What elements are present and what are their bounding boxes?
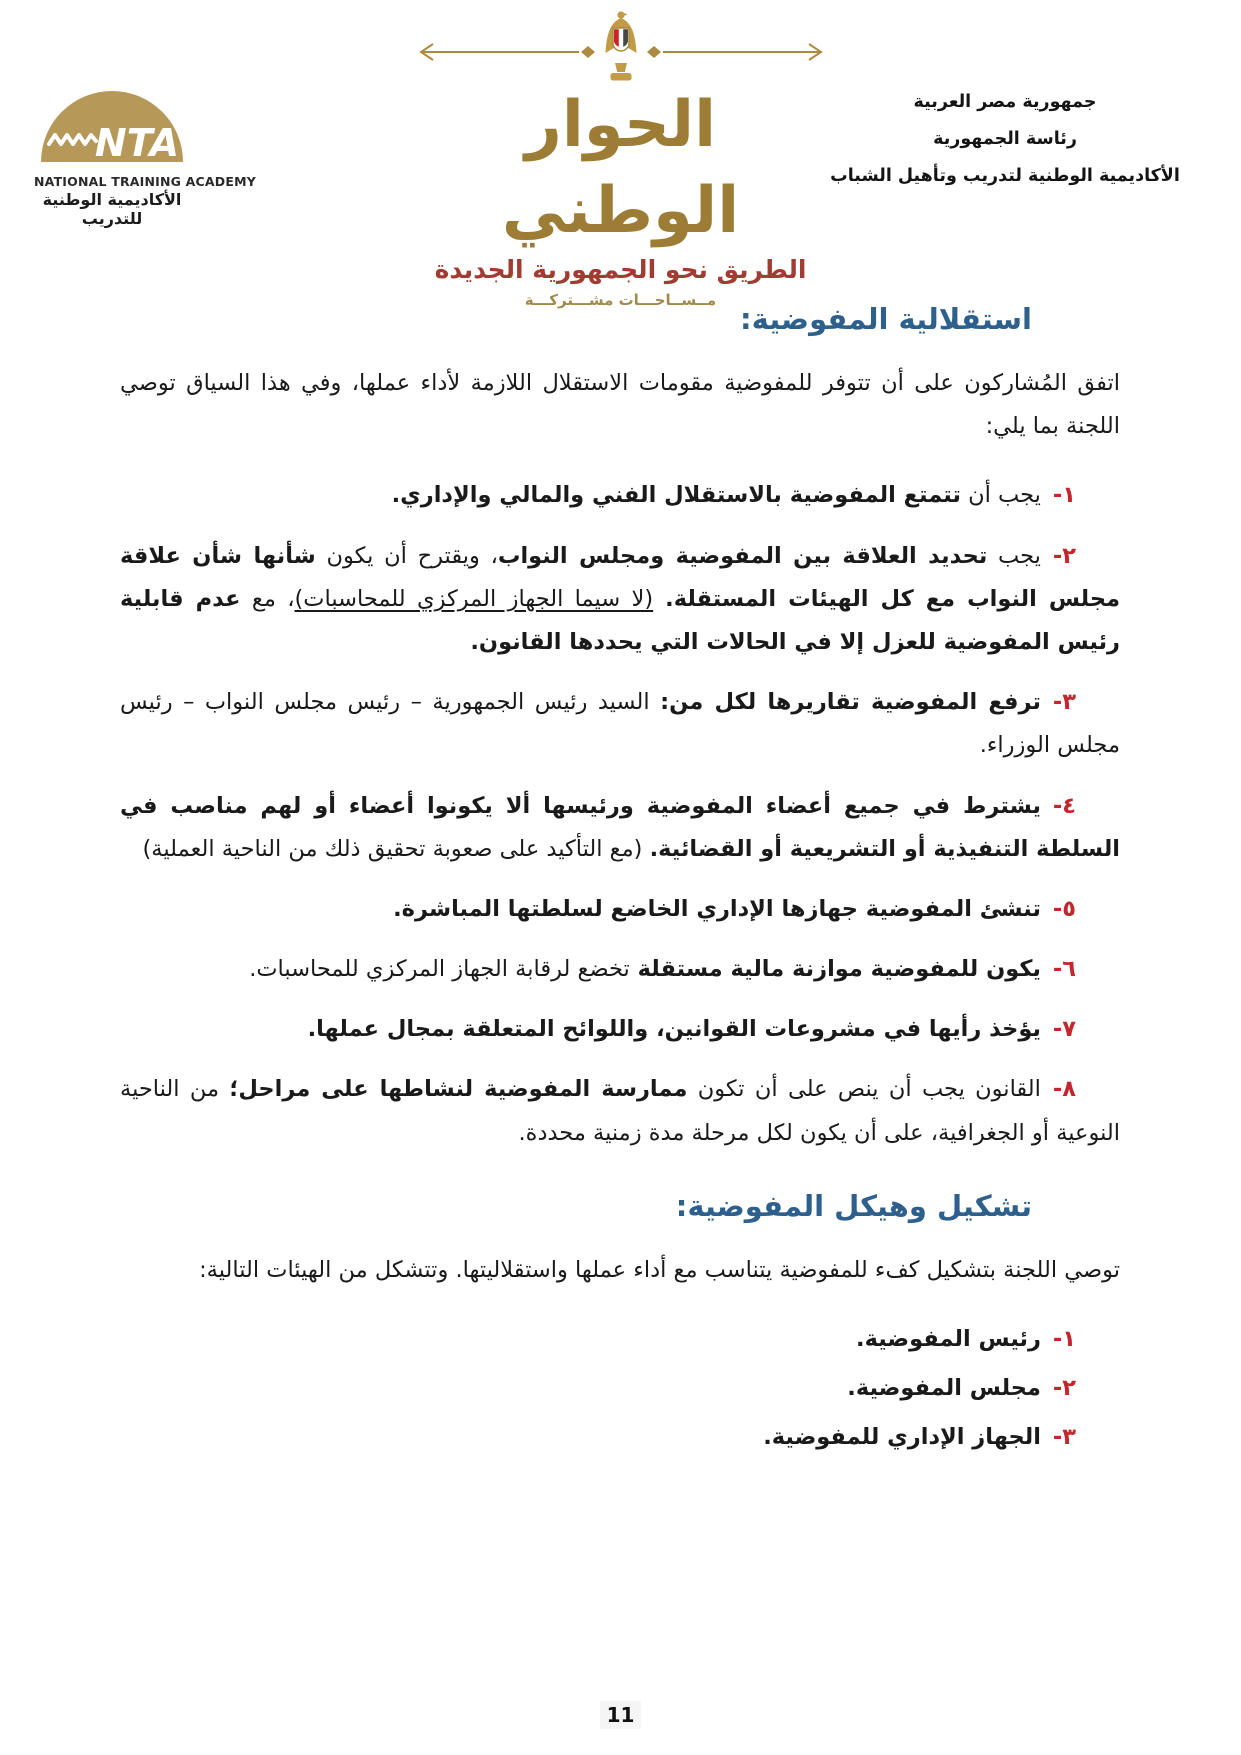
dialogue-subtitle: مــســاحـــات مشـــتركـــة xyxy=(524,290,717,309)
nta-acronym: NTA xyxy=(94,121,180,164)
national-dialogue-logo xyxy=(401,6,841,309)
list-item-7: ٧-يؤخذ رأيها في مشروعات القوانين، واللوائح المتعلقة بمجال عملها. xyxy=(307,1016,1076,1043)
page-number: 11 xyxy=(600,1701,642,1729)
list-item-2: ٢-يجب تحديد العلاقة بين المفوضية ومجلس النواب، ويقترح أن يكون شأنها شأن علاقة مجلس النواب مع كل الهيئات المستقلة. (لا سيما الجهاز المركزي للمحاسبات)، مع عدم قابلية رئيس المفوضية للعزل إلا في الحالات التي يحددها القانون. xyxy=(120,542,1120,655)
list-item-4: ٤-يشترط في جميع أعضاء المفوضية ورئيسها ألا يكونوا أعضاء أو لهم مناصب في السلطة التنفيذية أو التشريعية أو القضائية. (مع التأكيد على صعوبة تحقيق ذلك من الناحية العملية) xyxy=(120,792,1120,862)
page-header xyxy=(0,0,1241,309)
list-number: ٦- xyxy=(1052,956,1076,983)
list-item-s2-1: ١-رئيس المفوضية. xyxy=(856,1326,1076,1352)
section1-list xyxy=(120,474,1120,1154)
list-item-1: ١-يجب أن تتمتع المفوضية بالاستقلال الفني والمالي والإداري. xyxy=(391,482,1076,509)
document-body xyxy=(0,302,1241,1460)
list-number: ٢- xyxy=(1052,542,1076,569)
list-number: ٣- xyxy=(1052,1424,1076,1451)
eagle-icon xyxy=(605,11,636,80)
section1-intro: اتفق المُشاركون على أن تتوفر للمفوضية مقومات الاستقلال اللازمة لأداء عملها، وفي هذا السياق توصي اللجنة بما يلي: xyxy=(120,370,1120,440)
list-item-5: ٥-تنشئ المفوضية جهازها الإداري الخاضع لسلطتها المباشرة. xyxy=(393,895,1076,922)
dialogue-calligraphy: الحوار الوطني xyxy=(501,88,740,249)
list-item-6: ٦-يكون للمفوضية موازنة مالية مستقلة تخضع لرقابة الجهاز المركزي للمحاسبات. xyxy=(249,956,1076,983)
page-footer xyxy=(0,1701,1241,1729)
section2-title: تشكيل وهيكل المفوضية: xyxy=(675,1188,1032,1223)
presidency-line-3: الأكاديمية الوطنية لتدريب وتأهيل الشباب xyxy=(830,165,1180,186)
list-number: ٢- xyxy=(1052,1375,1076,1402)
nta-name-en: NATIONAL TRAINING ACADEMY xyxy=(34,174,257,189)
presidency-line-1: جمهورية مصر العربية xyxy=(913,92,1097,112)
list-item-s2-3: ٣-الجهاز الإداري للمفوضية. xyxy=(763,1424,1076,1451)
list-number: ٤- xyxy=(1052,792,1076,819)
list-item-s2-2: ٢-مجلس المفوضية. xyxy=(847,1375,1076,1402)
list-number: ١- xyxy=(1052,482,1076,509)
list-number: ٨- xyxy=(1052,1076,1076,1103)
egypt-eagle-icon xyxy=(411,6,831,90)
nta-dome-icon xyxy=(37,80,187,164)
list-number: ٥- xyxy=(1052,895,1076,922)
section2-intro: توصي اللجنة بتشكيل كفء للمفوضية يتناسب مع أداء عملها واستقلاليتها. وتتشكل من الهيئات التالية: xyxy=(199,1256,1120,1283)
section2-list xyxy=(120,1318,1120,1460)
list-number: ٣- xyxy=(1052,689,1076,716)
list-item-3: ٣-ترفع المفوضية تقاريرها لكل من: السيد رئيس الجمهورية – رئيس مجلس النواب – رئيس مجلس الوزراء. xyxy=(120,689,1120,759)
section1-title: استقلالية المفوضية: xyxy=(740,302,1032,336)
presidency-line-2: رئاسة الجمهورية xyxy=(933,128,1077,149)
list-number: ١- xyxy=(1052,1326,1076,1352)
nta-name-ar: الأكاديمية الوطنية للتدريب xyxy=(42,190,182,228)
list-number: ٧- xyxy=(1052,1016,1076,1043)
presidency-block xyxy=(805,84,1205,194)
nta-logo xyxy=(34,80,257,228)
list-item-8: ٨-القانون يجب أن ينص على أن تكون ممارسة المفوضية لنشاطها على مراحل؛ من الناحية النوعية أو الجغرافية، على أن يكون لكل مرحلة مدة زمنية محددة. xyxy=(120,1076,1120,1146)
dialogue-tagline: الطريق نحو الجمهورية الجديدة xyxy=(434,254,807,284)
